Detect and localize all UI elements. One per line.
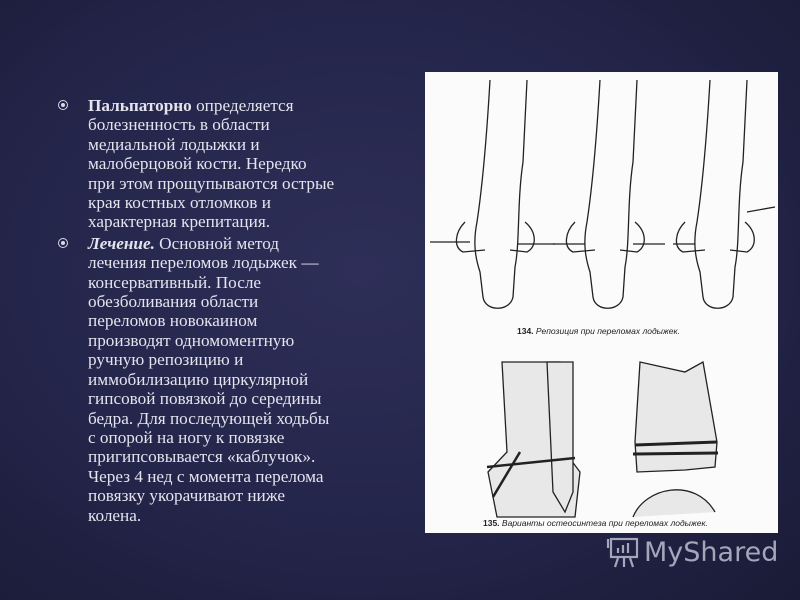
- watermark-text: MyShared: [644, 536, 779, 568]
- ankle-illustration: [425, 72, 778, 533]
- text-line: бедра. Для последующей ходьбы: [88, 408, 330, 428]
- text-line: малоберцовой кости. Нередко: [88, 154, 307, 174]
- text-line: переломов новокаином: [88, 311, 258, 331]
- bullet-lead: Пальпаторно: [88, 96, 192, 115]
- text-line: болезненность в области: [88, 115, 270, 135]
- leg-drawing-3: [673, 80, 775, 308]
- text-line: характерная крепитация.: [88, 212, 271, 232]
- text-line: Через 4 нед с момента перелома: [88, 466, 324, 486]
- text-line: медиальной лодыжки и: [88, 134, 260, 154]
- presentation-board-icon: [606, 534, 640, 570]
- text-line: при этом прощупываются острые: [88, 173, 335, 193]
- figure-caption-134: 134. Репозиция при переломах лодыжек.: [517, 326, 680, 336]
- leg-drawing-2: [553, 80, 665, 308]
- text-line: обезболивания области: [88, 292, 259, 312]
- text-line: края костных отломков и: [88, 193, 271, 213]
- osteosynthesis-drawing-2: [633, 362, 718, 517]
- bullet-lead: Лечение.: [88, 233, 155, 253]
- bullet-treatment: [58, 234, 418, 525]
- bullet-icon: [58, 238, 68, 248]
- text-line: гипсовой повязкой до середины: [88, 389, 322, 409]
- slide-text: [58, 96, 418, 527]
- figure-caption-135: 135. Варианты остеосинтеза при переломах лодыжек.: [483, 518, 708, 528]
- figure-panel: [425, 72, 778, 533]
- text-line: повязку укорачивают ниже: [88, 486, 286, 506]
- text-line: лечения переломов лодыжек —: [88, 253, 319, 273]
- text-line: колена.: [88, 505, 142, 525]
- text-line: с опорой на ногу к повязке: [88, 427, 285, 447]
- text-line: Основной метод: [154, 233, 280, 253]
- myshared-watermark: [606, 534, 778, 570]
- bullet-icon: [58, 100, 68, 110]
- text-line: производят одномоментную: [88, 330, 295, 350]
- text-line: консервативный. После: [88, 272, 262, 292]
- text-line: ручную репозицию и: [88, 350, 244, 370]
- osteosynthesis-drawing-1: [487, 362, 580, 517]
- text-line: иммобилизацию циркулярной: [88, 369, 309, 389]
- leg-drawing-1: [430, 80, 555, 308]
- text-line: определяется: [191, 96, 294, 115]
- text-line: пригипсовывается «каблучок».: [88, 447, 316, 467]
- bullet-palpation: [58, 96, 418, 232]
